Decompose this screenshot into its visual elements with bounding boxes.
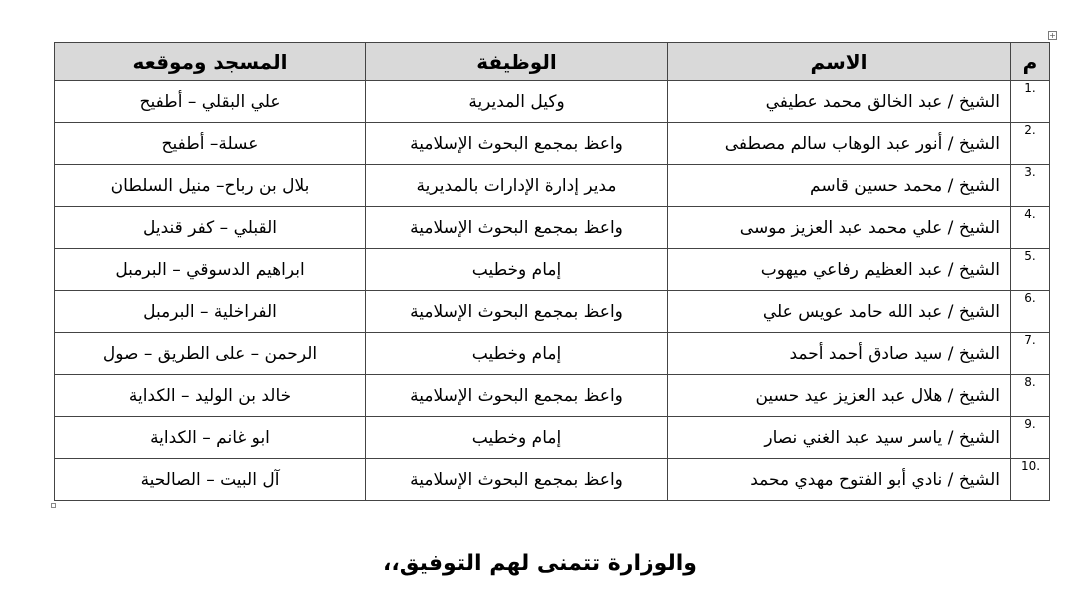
- cell-number: 7.: [1011, 333, 1050, 375]
- cell-mosque: خالد بن الوليد – الكداية: [55, 375, 366, 417]
- table-row: [55, 249, 1050, 291]
- table-row: [55, 123, 1050, 165]
- cell-name: الشيخ / عبد الخالق محمد عطيفي: [668, 81, 1011, 123]
- cell-role: إمام وخطيب: [366, 249, 668, 291]
- staff-table: [54, 42, 1050, 501]
- cell-name: الشيخ / محمد حسين قاسم: [668, 165, 1011, 207]
- cell-mosque: آل البيت – الصالحية: [55, 459, 366, 501]
- cell-number: 8.: [1011, 375, 1050, 417]
- header-mosque: المسجد وموقعه: [55, 43, 366, 81]
- header-number: م: [1011, 43, 1050, 81]
- cell-mosque: ابو غانم – الكداية: [55, 417, 366, 459]
- cell-role: إمام وخطيب: [366, 333, 668, 375]
- table-row: [55, 417, 1050, 459]
- cell-role: واعظ بمجمع البحوث الإسلامية: [366, 207, 668, 249]
- cell-role: وكيل المديرية: [366, 81, 668, 123]
- cell-number: 10.: [1011, 459, 1050, 501]
- table-row: [55, 375, 1050, 417]
- table-resize-handle-icon[interactable]: [51, 503, 56, 508]
- cell-mosque: علي البقلي – أطفيح: [55, 81, 366, 123]
- cell-role: إمام وخطيب: [366, 417, 668, 459]
- table-row: [55, 207, 1050, 249]
- cell-number: 4.: [1011, 207, 1050, 249]
- cell-mosque: ابراهيم الدسوقي – البرمبل: [55, 249, 366, 291]
- cell-mosque: الرحمن – على الطريق – صول: [55, 333, 366, 375]
- cell-mosque: عسلة– أطفيح: [55, 123, 366, 165]
- cell-name: الشيخ / علي محمد عبد العزيز موسى: [668, 207, 1011, 249]
- table-row: [55, 333, 1050, 375]
- cell-number: 1.: [1011, 81, 1050, 123]
- table-row: [55, 165, 1050, 207]
- table-move-handle-icon[interactable]: +: [1049, 31, 1056, 40]
- cell-mosque: الفراخلية – البرمبل: [55, 291, 366, 333]
- cell-mosque: القبلي – كفر قنديل: [55, 207, 366, 249]
- cell-number: 3.: [1011, 165, 1050, 207]
- cell-role: مدير إدارة الإدارات بالمديرية: [366, 165, 668, 207]
- table-header-row: [55, 43, 1050, 81]
- table-row: [55, 81, 1050, 123]
- cell-name: الشيخ / أنور عبد الوهاب سالم مصطفى: [668, 123, 1011, 165]
- cell-role: واعظ بمجمع البحوث الإسلامية: [366, 375, 668, 417]
- cell-number: 2.: [1011, 123, 1050, 165]
- header-role: الوظيفة: [366, 43, 668, 81]
- cell-number: 6.: [1011, 291, 1050, 333]
- header-name: الاسم: [668, 43, 1011, 81]
- table-row: [55, 291, 1050, 333]
- closing-message: والوزارة تتمنى لهم التوفيق،،: [383, 551, 697, 576]
- table-row: [55, 459, 1050, 501]
- cell-name: الشيخ / سيد صادق أحمد أحمد: [668, 333, 1011, 375]
- cell-mosque: بلال بن رباح– منيل السلطان: [55, 165, 366, 207]
- cell-name: الشيخ / نادي أبو الفتوح مهدي محمد: [668, 459, 1011, 501]
- cell-name: الشيخ / عبد الله حامد عويس علي: [668, 291, 1011, 333]
- cell-role: واعظ بمجمع البحوث الإسلامية: [366, 123, 668, 165]
- cell-name: الشيخ / ياسر سيد عبد الغني نصار: [668, 417, 1011, 459]
- cell-number: 5.: [1011, 249, 1050, 291]
- cell-name: الشيخ / هلال عبد العزيز عيد حسين: [668, 375, 1011, 417]
- cell-role: واعظ بمجمع البحوث الإسلامية: [366, 459, 668, 501]
- cell-name: الشيخ / عبد العظيم رفاعي ميهوب: [668, 249, 1011, 291]
- cell-number: 9.: [1011, 417, 1050, 459]
- cell-role: واعظ بمجمع البحوث الإسلامية: [366, 291, 668, 333]
